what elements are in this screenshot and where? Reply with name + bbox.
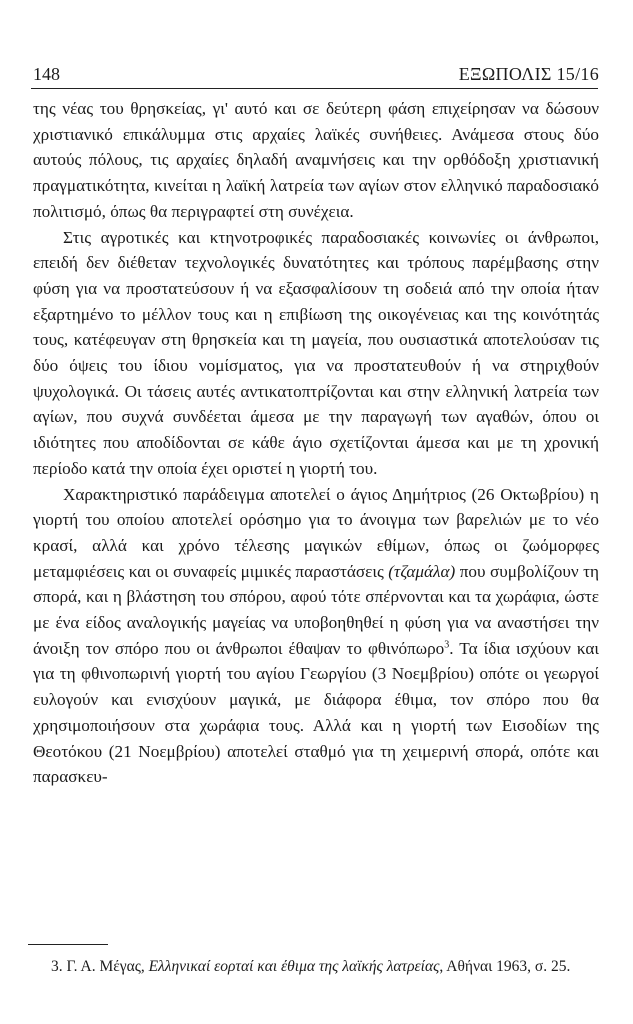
paragraph-saint-demetrios bbox=[33, 482, 599, 790]
body-text bbox=[33, 96, 599, 790]
footnote bbox=[33, 956, 599, 978]
footnote-author: 3. Γ. Α. Μέγας, bbox=[51, 958, 145, 975]
footnote-marker[interactable]: 3 bbox=[444, 639, 450, 651]
italic-term: (τζαμάλα) bbox=[388, 561, 456, 581]
page-header bbox=[33, 64, 599, 88]
running-head: ΕΞΩΠΟΛΙΣ 15/16 bbox=[458, 64, 599, 84]
footnote-rest: , Αθήναι 1963, σ. 25. bbox=[439, 958, 571, 975]
paragraph-text-part: Χαρακτηριστικό παράδειγμα αποτελεί ο άγιος Δημήτριος (26 Οκτωβρίου) η γιορτή του οποίου αποτελεί ορόσημο για το άνοιγμα των βαρελιών με το νέο κρασί, αλλά και χρόνο τέλεσης μαγικών εθίμων, όπως οι ζωόμορφες μεταμφιέσεις και οι συναφείς μιμικές παραστάσεις bbox=[33, 484, 599, 581]
paragraph-continued: της νέας του θρησκείας, γι' αυτό και σε δεύτερη φάση επιχείρησαν να δώσουν χριστιανικό επικάλυμμα στις αρχαίες λαϊκές συνήθειες. Ανάμεσα στους δύο αυτούς πόλους, τις αρχαίες δηλαδή αναμνήσεις και την ορθόδοξη χριστιανική πραγματικότητα, κινείται η λαϊκή λατρεία των αγίων στον ελληνικό παραδοσιακό πολιτισμό, όπως θα περιγραφτεί στη συνέχεια. bbox=[33, 99, 599, 221]
paragraph-text-part: που συμβολίζουν τη σπορά, και η βλάστηση του σπόρου, αφού τότε σπέρνονται και τα χωράφια, ώστε με ένα είδος αναλογικής μαγείας να υποβοηθηθεί η φύση για να αναστήσει την άνοιξη τον σπόρο που οι άνθρωποι έθαψαν το φθινόπωρο bbox=[33, 561, 599, 658]
header-rule bbox=[31, 88, 598, 89]
paragraph-rural-societies: Στις αγροτικές και κτηνοτροφικές παραδοσιακές κοινωνίες οι άνθρωποι, επειδή δεν διέθεταν τεχνολογικές δυνατότητες και τρόπους παρέμβασης στην φύση για να προστατεύσουν ή να εξασφαλίσουν τη σοδειά από την οποία ήταν εξαρτημένο το μέλλον τους και η επιβίωση της οικογένειας και της κοινότητάς τους, κατέφευγαν στη θρησκεία και τη μαγεία, που ουσιαστικά αποτελούσαν τις δύο όψεις του ίδιου νομίσματος, για να προστατευθούν ή να στηριχθούν ψυχολογικά. Οι τάσεις αυτές αντικατοπτρίζονται και στην ελληνική λατρεία των αγίων, που συχνά συνδέεται άμεσα με την παραγωγή των αγαθών, όπου οι ιδιότητες που αποδίδονται σε κάθε άγιο σχετίζονται άμεσα και με τη χρονική περίοδο κατά την οποία έχει οριστεί η γιορτή του. bbox=[33, 227, 599, 478]
paragraph-text-part: . Τα ίδια ισχύουν και για τη φθινοπωρινή γιορτή του αγίου Γεωργίου (3 Νοεμβρίου) οπότε οι γεωργοί ευλογούν και ενισχύουν μαγικά, με διάφορα έθιμα, τον σπόρο που θα χρησιμοποιήσουν στα χωράφια τους. Αλλά και η γιορτή των Εισοδίων της Θεοτόκου (21 Νοεμβρίου) αποτελεί σταθμό για τη χειμερινή σπορά, οπότε και παρασκευ- bbox=[33, 638, 599, 787]
footnote-rule bbox=[28, 944, 108, 945]
footnote-title: Ελληνικαί εορταί και έθιμα της λαϊκής λατρείας bbox=[148, 958, 440, 975]
page-number: 148 bbox=[33, 64, 60, 84]
